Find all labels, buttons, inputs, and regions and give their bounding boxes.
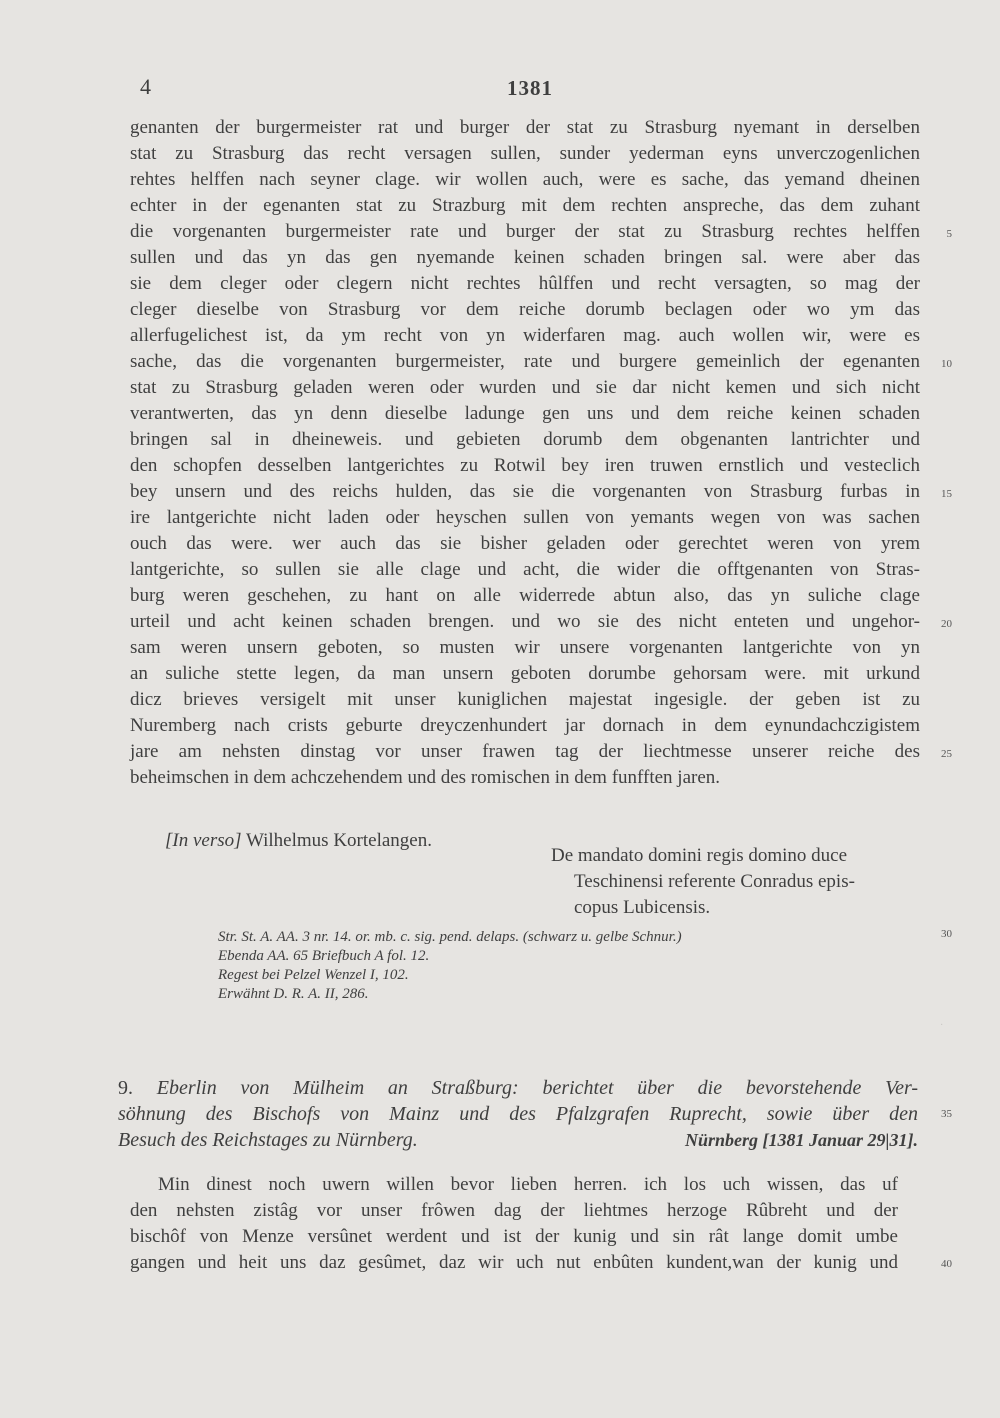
- verso-name: Wilhelmus Kortelangen.: [245, 830, 432, 851]
- source-line: Ebenda AA. 65 Briefbuch A fol. 12.: [218, 948, 430, 964]
- body-line: cleger dieselbe von Strasburg vor dem reiche dorumb beclagen oder wo ym das: [130, 299, 920, 320]
- running-head-year: 1381: [507, 76, 553, 100]
- body-line: bischôf von Menze versûnet werdent und ist der kunig und sin rât lange domit umbe: [130, 1226, 898, 1247]
- body-line: lantgerichte, so sullen sie alle clage und acht, die wider die offtgenanten von Stras-: [130, 559, 920, 580]
- mandato-line: copus Lubicensis.: [574, 897, 711, 918]
- heading-line: söhnung des Bischofs von Mainz und des Pfalzgrafen Ruprecht, sowie über den: [118, 1103, 918, 1125]
- body-line: den schopfen desselben lantgerichtes zu Rotwil bey iren truwen ernstlich und vesteclich: [130, 455, 920, 476]
- body-line: dicz brieves versigelt mit unser kuniglichen majestat ingesigle. der geben ist zu: [130, 689, 920, 710]
- heading-line: [118, 1127, 918, 1153]
- line-number: 15: [941, 488, 952, 500]
- body-line: sullen und das yn das gen nyemande keinen schaden bringen sal. were aber das: [130, 247, 920, 268]
- document-9-heading: [118, 1075, 918, 1153]
- mandato-line: Teschinensi referente Conradus epis-: [574, 871, 855, 892]
- body-line: bey unsern und des reichs hulden, das sie die vorgenanten von Strasburg furbas in: [130, 481, 920, 502]
- mandato-note: [551, 843, 901, 921]
- source-line: Regest bei Pelzel Wenzel I, 102.: [218, 967, 409, 983]
- verso-note: [165, 830, 432, 852]
- source-notes: [218, 928, 682, 1004]
- line-number: 40: [941, 1258, 952, 1270]
- line-number: 5: [946, 228, 952, 240]
- body-line: genanten der burgermeister rat und burger der stat zu Strasburg nyemant in derselben: [130, 117, 920, 138]
- body-line: beheimschen in dem achczehendem und des romischen in dem funfften jaren.: [130, 767, 721, 788]
- body-line: sie dem cleger oder clegern nicht rechtes hûlffen und recht versagten, so mag der: [130, 273, 920, 294]
- source-line: Erwähnt D. R. A. II, 286.: [218, 986, 369, 1002]
- line-number: 35: [941, 1108, 952, 1120]
- heading-line: [118, 1075, 918, 1101]
- heading-text: Besuch des Reichstages zu Nürnberg.: [118, 1129, 418, 1151]
- body-line: jare am nehsten dinstag vor unser frawen tag der liechtmesse unserer reiche des: [130, 741, 920, 762]
- body-line: ire lantgerichte nicht laden oder heyschen sullen von yemants wegen von was sachen: [130, 507, 920, 528]
- line-number: 25: [941, 748, 952, 760]
- line-number: 30: [941, 928, 952, 940]
- body-line: Min dinest noch uwern willen bevor lieben herren. ich los uch wissen, das uf: [158, 1174, 898, 1195]
- source-line: Str. St. A. AA. 3 nr. 14. or. mb. c. sig. pend. delaps. (schwarz u. gelbe Schnur.): [218, 929, 682, 945]
- body-line: die vorgenanten burgermeister rate und burger der stat zu Strasburg rechtes helffen: [130, 221, 920, 242]
- body-line: stat zu Strasburg das recht versagen sullen, sunder yederman eyns unverczogenlichen: [130, 143, 920, 164]
- document-number: 9.: [118, 1077, 133, 1099]
- body-line: ouch das were. wer auch das sie bisher geladen oder gerechtet weren von yrem: [130, 533, 920, 554]
- body-line: gangen und heit uns daz gesûmet, daz wir uch nut enbûten kundent,wan der kunig und: [130, 1252, 898, 1273]
- body-line: urteil und acht keinen schaden brengen. und wo sie des nicht enteten und ungehor-: [130, 611, 920, 632]
- body-line: allerfugelichest ist, da ym recht von yn widerfaren mag. auch wollen wir, were es: [130, 325, 920, 346]
- body-line: rehtes helffen nach seyner clage. wir wollen auch, were es sache, das yemand dheinen: [130, 169, 920, 190]
- document-date: Nürnberg [1381 Januar 29|31].: [685, 1130, 918, 1150]
- body-line: echter in der egenanten stat zu Strazburg mit dem rechten anspreche, das dem zuhant: [130, 195, 920, 216]
- body-line: an suliche stette legen, da man unsern geboten dorumbe gehorsam were. mit urkund: [130, 663, 920, 684]
- mandato-line: De mandato domini regis domino duce: [551, 845, 848, 866]
- verso-label: [In verso]: [165, 830, 242, 851]
- body-line: stat zu Strasburg geladen weren oder wurden und sie dar nicht kemen und sich nicht: [130, 377, 920, 398]
- body-line: bringen sal in dheineweis. und gebieten dorumb dem obgenanten lantrichter und: [130, 429, 920, 450]
- page-number: 4: [140, 74, 151, 99]
- body-line: Nuremberg nach crists geburte dreyczenhundert jar dornach in dem eynundachczigistem: [130, 715, 920, 736]
- body-line: den nehsten zistâg vor unser frôwen dag der liehtmes herzoge Rûbreht und der: [130, 1200, 898, 1221]
- body-line: sache, das die vorgenanten burgermeister, rate und burgere gemeinlich der egenanten: [130, 351, 920, 372]
- line-number: 20: [941, 618, 952, 630]
- scan-mark: ·: [940, 1020, 944, 1031]
- heading-text: Eberlin von Mülheim an Straßburg: berichtet über die bevorstehende Ver-: [156, 1077, 919, 1099]
- body-line: burg weren geschehen, zu hant on alle widerrede abtun also, das yn suliche clage: [130, 585, 920, 606]
- body-line: verantwerten, das yn denn dieselbe ladunge gen uns und dem reiche keinen schaden: [130, 403, 920, 424]
- line-number: 10: [941, 358, 952, 370]
- body-line: sam weren unsern geboten, so musten wir unsere vorgenanten lantgerichte von yn: [130, 637, 920, 658]
